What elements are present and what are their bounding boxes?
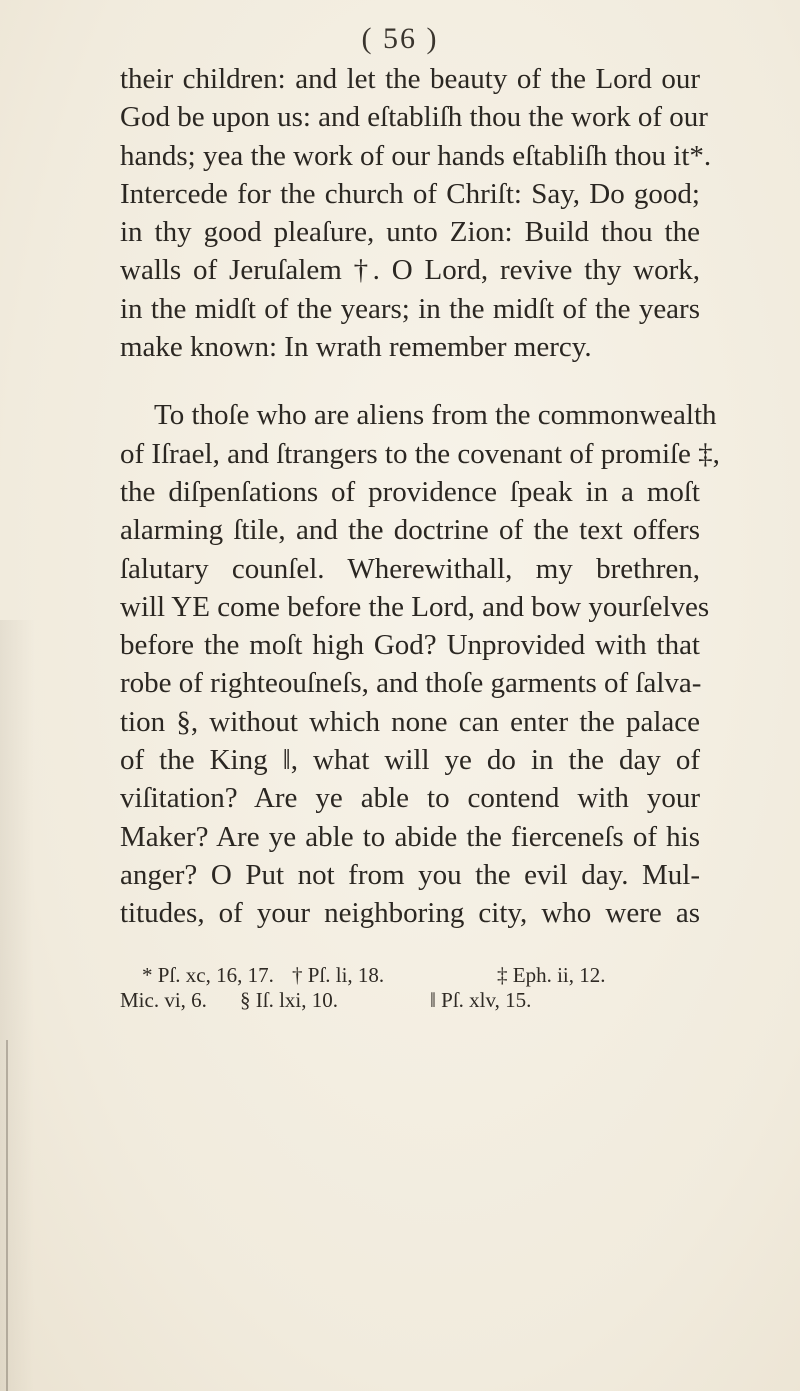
text-line: tion §, without which none can enter the palace [120,705,700,738]
paragraph-2 [120,396,720,932]
text-line: God be upon us: and eſtabliſh thou the work of our [120,101,708,134]
text-line: of the King ‖, what will ye do in the day of [120,744,700,777]
text-line: hands; yea the work of our hands eſtabliſh thou it*. [120,139,712,172]
text-line: in thy good pleaſure, unto Zion: Build thou the [120,216,700,249]
text-line: make known: In wrath remember mercy. [120,331,592,364]
footnote: † Pſ. li, 18. [292,963,385,987]
text-line: will YE come before the Lord, and bow yourſelves [120,590,710,623]
text-line: robe of righteouſneſs, and thoſe garments of ſalva- [120,667,702,700]
text-line: To thoſe who are aliens from the commonwealth [154,399,717,432]
footnote-line [120,988,700,1013]
page-edge-line [6,1040,8,1391]
paragraph-gap [120,366,700,396]
text-line: their children: and let the beauty of the Lord our [120,63,700,95]
text-line: ſalutary counſel. Wherewithall, my brethren, [120,552,700,585]
footnote: ‖ Pſ. xlv, 15. [430,988,532,1012]
text-line: anger? O Put not from you the evil day. Mul- [120,858,700,891]
text-line: of Iſrael, and ſtrangers to the covenant of promiſe ‡, [120,437,720,470]
text-line: Maker? Are ye able to abide the fierceneſs of his [120,820,700,853]
footnote: * Pſ. xc, 16, 17. [142,963,274,987]
paragraph-1 [120,60,712,366]
footnote-line [120,963,700,988]
text-line: titudes, of your neighboring city, who were as [120,897,700,930]
text-line: in the midſt of the years; in the midſt of the years [120,292,700,325]
text-line: before the moſt high God? Unprovided with that [120,629,700,662]
text-line: Intercede for the church of Chriſt: Say, Do good; [120,177,700,210]
body-text [120,60,720,933]
text-line: walls of Jeruſalem †. O Lord, revive thy work, [120,254,700,287]
footnotes [120,963,700,1013]
footnote: Mic. vi, 6. [120,988,207,1012]
footnote: ‡ Eph. ii, 12. [497,963,606,987]
text-line: alarming ſtile, and the doctrine of the text offers [120,514,700,547]
page-number: ( 56 ) [361,22,439,55]
text-line: the diſpenſations of providence ſpeak in a moſt [120,475,700,508]
text-line: viſitation? Are ye able to contend with your [120,782,700,815]
footnote: § Iſ. lxi, 10. [240,988,338,1012]
